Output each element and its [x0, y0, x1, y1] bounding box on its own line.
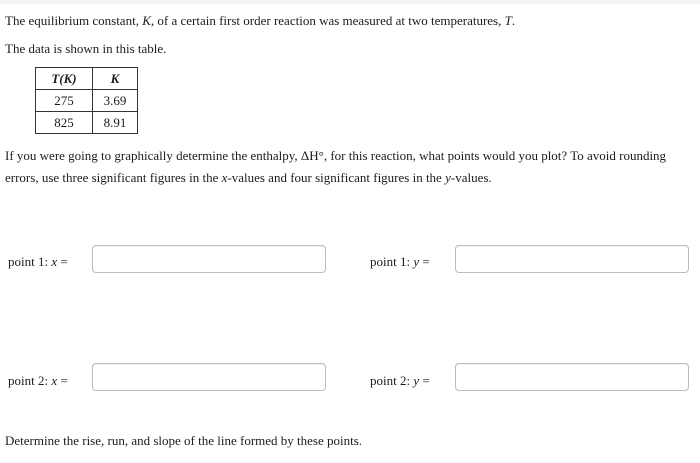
question-y-var: y — [445, 170, 451, 185]
table-cell: 275 — [36, 90, 93, 112]
point1-y-input[interactable] — [455, 245, 689, 273]
point2-x-prefix: point 2: — [8, 373, 52, 388]
intro-k-symbol: K — [142, 13, 151, 28]
point1-x-label — [8, 252, 68, 272]
data-note: The data is shown in this table. — [5, 41, 167, 56]
table-header-t: T(K) — [36, 68, 93, 90]
question-line-2 — [5, 167, 492, 189]
table-header-row — [36, 68, 138, 90]
point2-x-var: x — [51, 373, 58, 388]
point1-y-eq: = — [419, 254, 430, 269]
point1-y-var: y — [413, 254, 420, 269]
top-bar — [0, 0, 700, 4]
point1-x-var: x — [51, 254, 58, 269]
question-line-1: If you were going to graphically determine the enthalpy, ΔH°, for this reaction, what points would you plot? To avoid rounding — [5, 148, 667, 163]
intro-text — [5, 10, 515, 32]
intro-part-1: The equilibrium constant, — [5, 13, 143, 28]
point2-x-label — [8, 371, 68, 391]
data-table — [35, 67, 138, 134]
point1-x-prefix: point 1: — [8, 254, 52, 269]
point2-y-label — [370, 371, 430, 391]
table-row — [36, 112, 138, 134]
intro-part-3: . — [511, 13, 516, 28]
point2-y-input[interactable] — [455, 363, 689, 391]
question-line-2-part-2: -values and four significant figures in the — [227, 170, 446, 185]
question-x-var: x — [221, 170, 228, 185]
question-line-2-part-1: errors, use three significant figures in the — [5, 170, 222, 185]
intro-t-symbol: T — [504, 13, 512, 28]
table-cell: 3.69 — [93, 90, 138, 112]
point2-y-prefix: point 2: — [370, 373, 414, 388]
table-cell: 825 — [36, 112, 93, 134]
table-header-k: K — [93, 68, 138, 90]
point2-y-eq: = — [419, 373, 430, 388]
point1-y-prefix: point 1: — [370, 254, 414, 269]
point1-x-input[interactable] — [92, 245, 326, 273]
rise-run-slope-text: Determine the rise, run, and slope of the line formed by these points. — [5, 433, 363, 448]
table-row — [36, 90, 138, 112]
table-cell: 8.91 — [93, 112, 138, 134]
point2-x-eq: = — [57, 373, 68, 388]
point2-x-input[interactable] — [92, 363, 326, 391]
intro-part-2: , of a certain first order reaction was measured at two temperatures, — [150, 13, 505, 28]
point1-x-eq: = — [57, 254, 68, 269]
point2-y-var: y — [413, 373, 420, 388]
point1-y-label — [370, 252, 430, 272]
question-line-2-part-3: -values. — [450, 170, 492, 185]
